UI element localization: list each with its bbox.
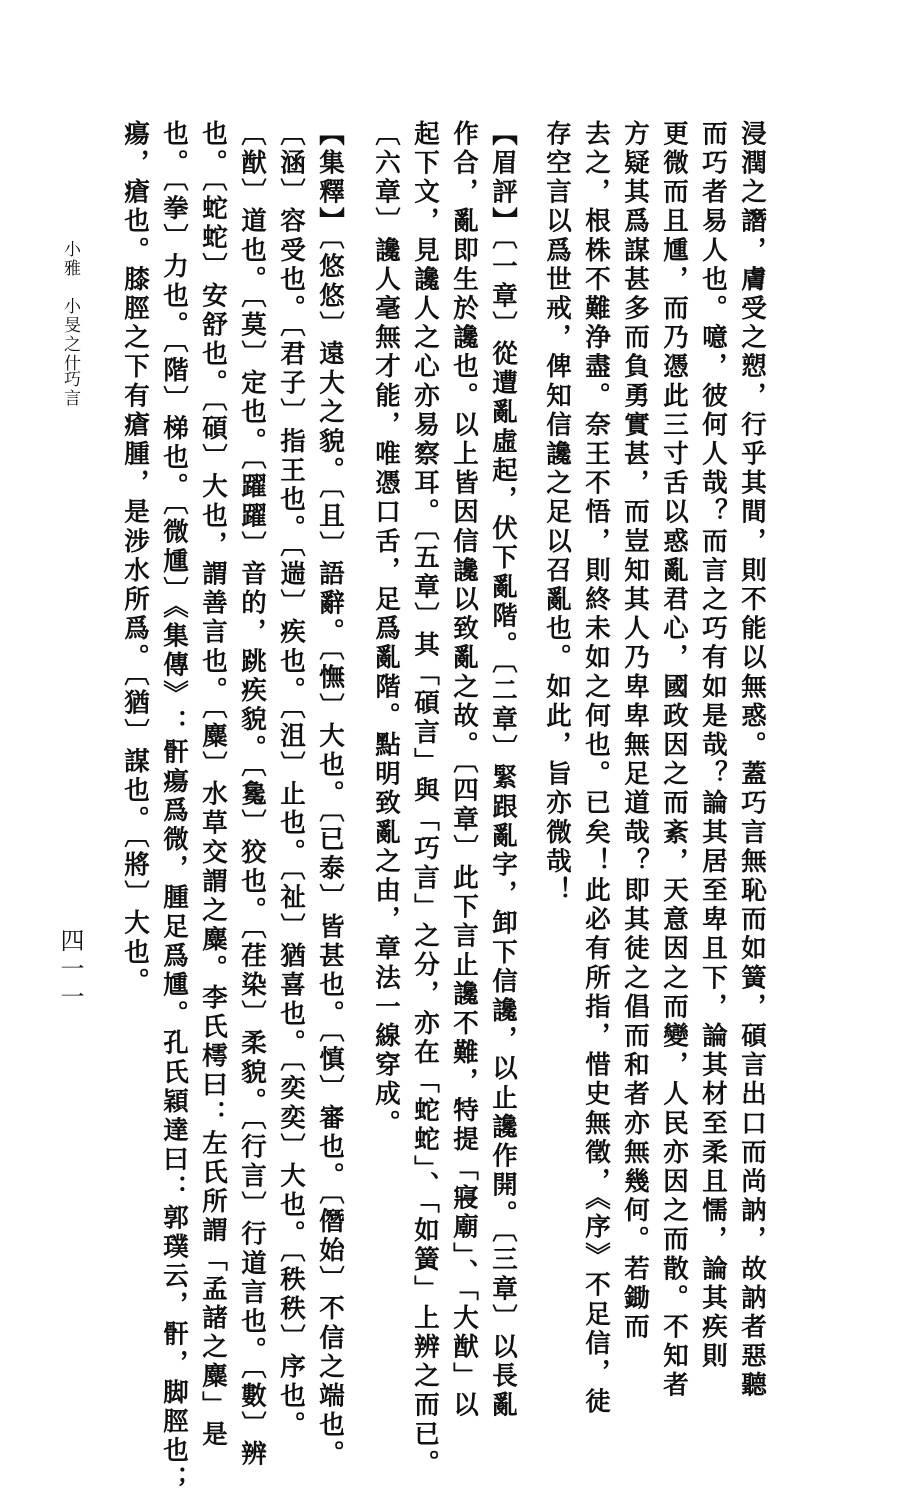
- annotation-column: 〔涵〕容受也。〔君子〕指王也。〔遄〕疾也。〔沮〕止也。〔祉〕猶喜也。〔奕奕〕大也。〔秩秩〕序也。: [276, 120, 306, 1441]
- text-column: 浸潤之譖，膚受之愬，行乎其間，則不能以無惑。蓋巧言無恥而如簧，碩言出口而尚訥，故訥者惡聽: [737, 120, 767, 1401]
- text-column: 存空言以爲世戒，俾知信讒之足以召亂也。如此，旨亦微哉！: [542, 120, 572, 906]
- running-header-title: 巧言: [60, 370, 80, 408]
- page-number: 四一一: [56, 928, 84, 1012]
- annotation-column: 〔猷〕道也。〔莫〕定也。〔躍躍〕音的，跳疾貌。〔毚〕狡也。〔荏染〕柔貌。〔行言〕行道言也。〔數〕辨: [237, 120, 267, 1470]
- annotation-column: 瘍，瘡也。膝脛之下有瘡腫，是涉水所爲。〔猶〕謀也。〔將〕大也。: [120, 120, 150, 997]
- text-column: 更微而且尰，而乃憑此三寸舌以惑亂君心，國政因之而紊，天意因之而變，人民亦因之而散。不知者: [659, 120, 689, 1401]
- annotation-column: 【集釋】〔悠悠〕遠大之貌。〔且〕語辭。〔憮〕大也。〔已泰〕皆甚也。〔慎〕審也。〔僭始〕不信之端也。: [315, 120, 345, 1470]
- running-header-section: 小雅 小旻之什: [60, 240, 80, 373]
- text-column: 去之，根株不難浄盡。奈王不悟，則終未如之何也。已矣！此必有所指，惜史無徵，《序》不足信，徒: [581, 120, 611, 1417]
- commentary-column: 起下文，見讒人之心亦易察耳。〔五章〕其「碩言」與「巧言」之分，亦在「蛇蛇」、「如簧」上辨之而已。: [410, 120, 440, 1479]
- text-column: 方疑其爲謀甚多而負勇實甚，而豈知其人乃卑卑無足道哉？即其徒之倡而和者亦無幾何。若鋤而: [620, 120, 650, 1343]
- commentary-column: 作合，亂即生於讒也。以上皆因信讒以致亂之故。〔四章〕此下言止讒不難，特提「寢廟」、「大猷」以: [449, 120, 479, 1421]
- text-column: 而巧者易人也。噫，彼何人哉？而言之巧有如是哉？論其居至卑且下，論其材至柔且懦，論其疾則: [698, 120, 728, 1372]
- commentary-column: 〔六章〕讒人毫無才能，唯憑口舌，足爲亂階。點明致亂之由，章法一線穿成。: [371, 120, 401, 1139]
- commentary-column: 【眉評】〔一章〕從遭亂虛起，伏下亂階。〔二章〕緊跟亂字，卸下信讒，以止讒作開。〔三章〕以長亂: [488, 120, 518, 1421]
- annotation-column: 也。〔拳〕力也。〔階〕梯也。〔微尰〕《集傳》：骭瘍爲微，腫足爲尰。孔氏穎達曰：郭璞云，骭，脚脛也；: [159, 120, 189, 1495]
- annotation-column: 也。〔蛇蛇〕安舒也。〔碩〕大也，謂善言也。〔麋〕水草交謂之麋。李氏樗曰：左氏所謂「孟諸之麋」是: [198, 120, 228, 1450]
